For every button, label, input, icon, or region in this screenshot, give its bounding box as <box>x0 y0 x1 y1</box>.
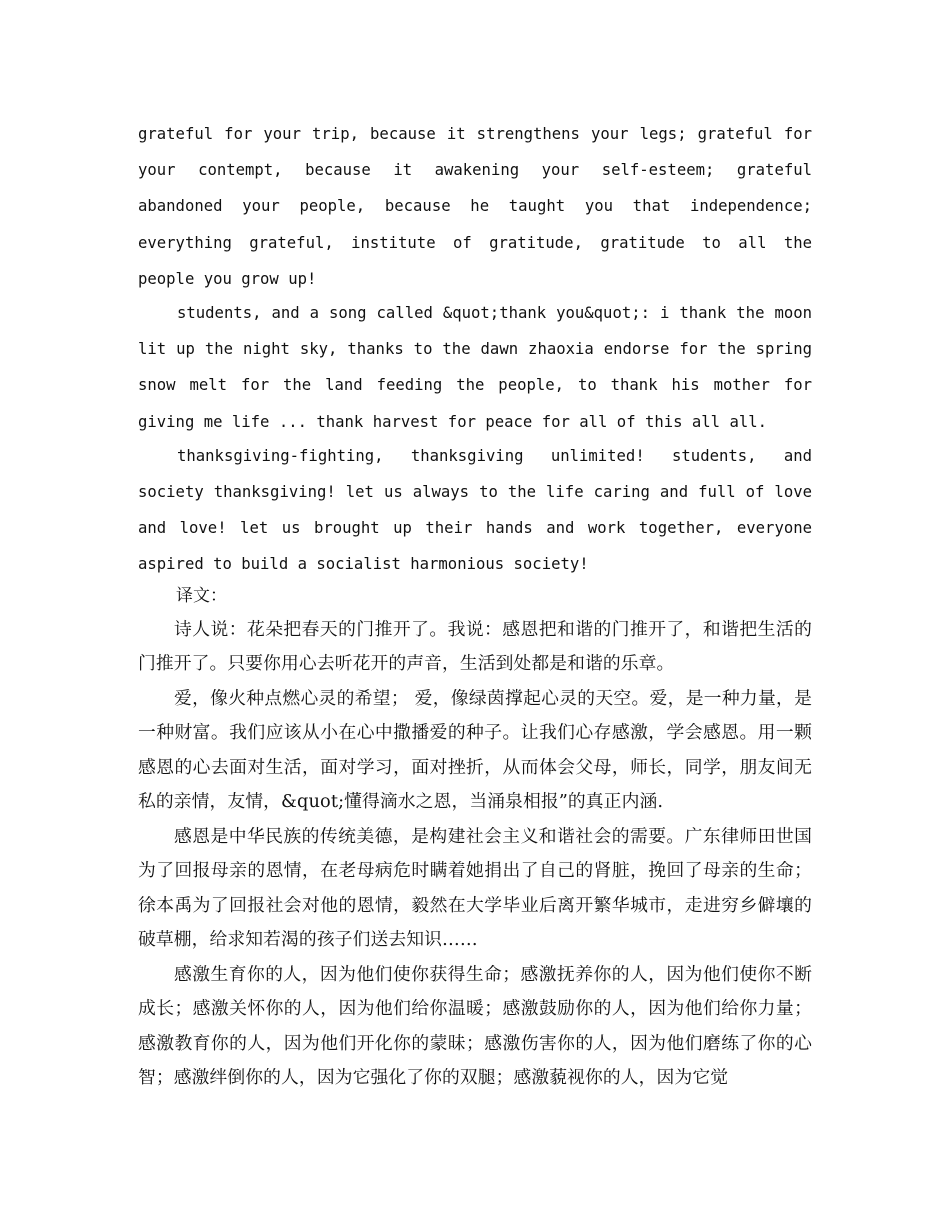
translation-label: 译文： <box>176 585 227 606</box>
english-paragraph-3: thanksgiving-fighting, thanksgiving unlimited! students, and society thanksgiving! let us always to the life caring and full of love and love! let us brought up their hands and work together, everyone aspired to build a socialist harmonious society! <box>138 446 812 574</box>
chinese-paragraph-4: 感激生育你的人，因为他们使你获得生命；感激抚养你的人，因为他们使你不断成长；感激关怀你的人，因为他们给你温暖；感激鼓励你的人，因为他们给你力量；感激教育你的人，因为他们开化你的蒙昧；感激伤害你的人，因为他们磨练了你的心智；感激绊倒你的人，因为它强化了你的双腿；感激藐视你的人，因为它觉 <box>138 963 812 1089</box>
document-body <box>138 116 812 1096</box>
chinese-paragraph-2: 爱，像火种点燃心灵的希望； 爱，像绿茵撑起心灵的天空。爱，是一种力量，是一种财富。我们应该从小在心中撒播爱的种子。让我们心存感激，学会感恩。用一颗感恩的心去面对生活，面对学习，面对挫折，从而体会父母，师长，同学，朋友间无私的亲情，友情，&quot;懂得滴水之恩，当涌泉相报”的真正内涵. <box>138 687 812 813</box>
english-paragraph-1: grateful for your trip, because it strengthens your legs; grateful for your contempt, because it awakening your self-esteem; grateful abandoned your people, because he taught you that independence; everything grateful, institute of gratitude, gratitude to all the people you grow up! <box>138 125 812 288</box>
chinese-paragraph-1: 诗人说：花朵把春天的门推开了。我说：感恩把和谐的门推开了，和谐把生活的门推开了。只要你用心去听花开的声音，生活到处都是和谐的乐章。 <box>138 618 812 675</box>
english-paragraph-2: students, and a song called &quot;thank you&quot;: i thank the moon lit up the night sky, thanks to the dawn zhaoxia endorse for the spring snow melt for the land feeding the people, to thank his mother for giving me life ... thank harvest for peace for all of this all all. <box>138 304 812 431</box>
chinese-paragraph-3: 感恩是中华民族的传统美德，是构建社会主义和谐社会的需要。广东律师田世国为了回报母亲的恩情，在老母病危时瞒着她捐出了自己的肾脏，挽回了母亲的生命；徐本禹为了回报社会对他的恩情，毅然在大学毕业后离开繁华城市，走进穷乡僻壤的破草棚，给求知若渴的孩子们送去知识…… <box>138 825 812 951</box>
